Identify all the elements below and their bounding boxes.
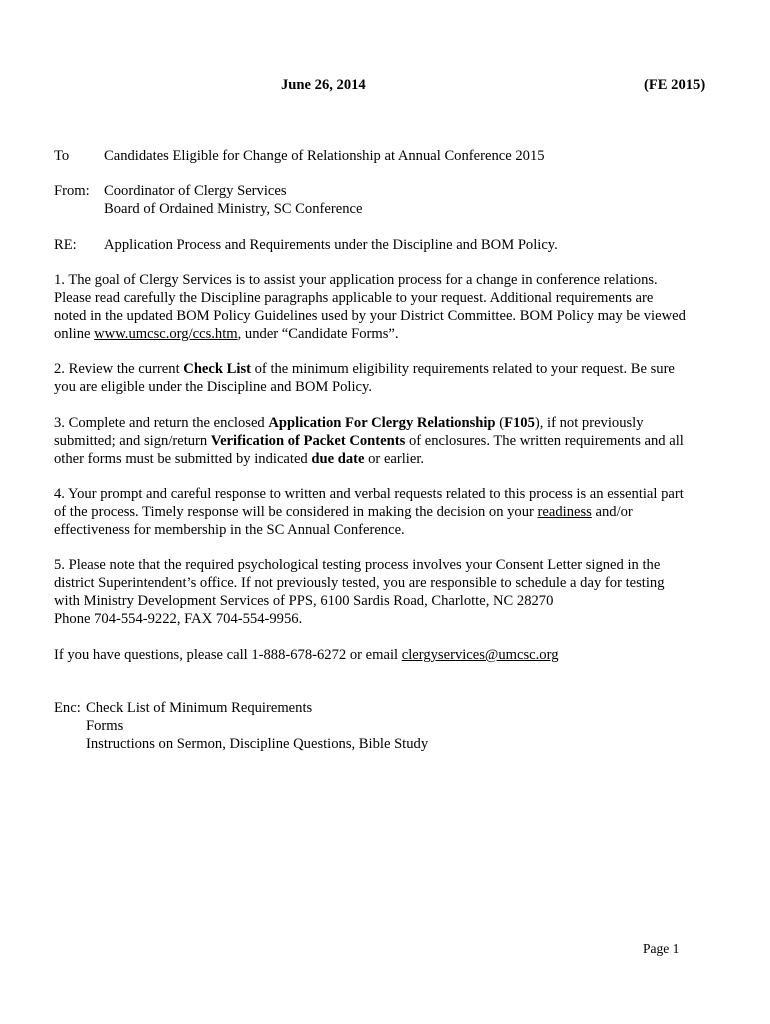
from-line-1: Coordinator of Clergy Services bbox=[104, 183, 287, 199]
p1-line-3: noted in the updated BOM Policy Guidelines used by your District Committee. BOM Policy may be viewed bbox=[54, 308, 686, 324]
paragraph-5 bbox=[54, 556, 724, 628]
re-label: RE: bbox=[54, 237, 77, 253]
from-label: From: bbox=[54, 183, 90, 199]
re-text: Application Process and Requirements under the Discipline and BOM Policy. bbox=[104, 237, 558, 253]
to-text: Candidates Eligible for Change of Relationship at Annual Conference 2015 bbox=[104, 148, 545, 164]
p1-line-4: online www.umcsc.org/ccs.htm, under “Candidate Forms”. bbox=[54, 326, 399, 342]
p3-line-1: 3. Complete and return the enclosed Application For Clergy Relationship (F105), if not previously bbox=[54, 415, 644, 431]
p1-line-2: Please read carefully the Discipline paragraphs applicable to your request. Additional requirements are bbox=[54, 290, 654, 306]
p5-line-4: Phone 704-554-9222, FAX 704-554-9956. bbox=[54, 611, 303, 627]
p5-line-2: district Superintendent’s office. If not previously tested, you are responsible to schedule a day for testing bbox=[54, 575, 665, 591]
enclosure-item-3: Instructions on Sermon, Discipline Questions, Bible Study bbox=[86, 736, 429, 752]
p5-line-3: with Ministry Development Services of PPS, 6100 Sardis Road, Charlotte, NC 28270 bbox=[54, 593, 554, 609]
paragraph-1 bbox=[54, 271, 724, 343]
p4-line-1: 4. Your prompt and careful response to written and verbal requests related to this process is an essential part bbox=[54, 486, 684, 502]
p3-line-2: submitted; and sign/return Verification of Packet Contents of enclosures. The written requirements and all bbox=[54, 433, 684, 449]
p4-line-3: effectiveness for membership in the SC Annual Conference. bbox=[54, 522, 405, 538]
paragraph-4 bbox=[54, 485, 724, 539]
enclosures-label: Enc: bbox=[54, 700, 81, 716]
p2-line-1: 2. Review the current Check List of the minimum eligibility requirements related to your request. Be sure bbox=[54, 361, 675, 377]
enclosure-item-1: Check List of Minimum Requirements bbox=[86, 700, 313, 716]
to-label: To bbox=[54, 148, 70, 164]
p4-line-2: of the process. Timely response will be considered in making the decision on your readiness and/or bbox=[54, 504, 633, 520]
questions-line: If you have questions, please call 1-888-678-6272 or email clergyservices@umcsc.org bbox=[54, 647, 559, 663]
p2-line-2: you are eligible under the Discipline and BOM Policy. bbox=[54, 379, 373, 395]
ccs-link[interactable]: www.umcsc.org/ccs.htm bbox=[94, 326, 238, 342]
readiness-link[interactable]: readiness bbox=[537, 504, 592, 520]
p3-line-3: other forms must be submitted by indicated due date or earlier. bbox=[54, 451, 425, 467]
email-link[interactable]: clergyservices@umcsc.org bbox=[401, 647, 559, 663]
page-number: Page 1 bbox=[643, 941, 680, 956]
paragraph-2 bbox=[54, 360, 724, 396]
form-code: (FE 2015) bbox=[644, 77, 706, 93]
p1-line-1: 1. The goal of Clergy Services is to assist your application process for a change in conference relations. bbox=[54, 272, 658, 288]
p5-line-1: 5. Please note that the required psychological testing process involves your Consent Letter signed in the bbox=[54, 557, 661, 573]
from-line-2: Board of Ordained Ministry, SC Conference bbox=[104, 201, 363, 217]
enclosure-item-2: Forms bbox=[86, 718, 124, 734]
paragraph-3 bbox=[54, 414, 724, 468]
letter-date: June 26, 2014 bbox=[281, 77, 366, 93]
